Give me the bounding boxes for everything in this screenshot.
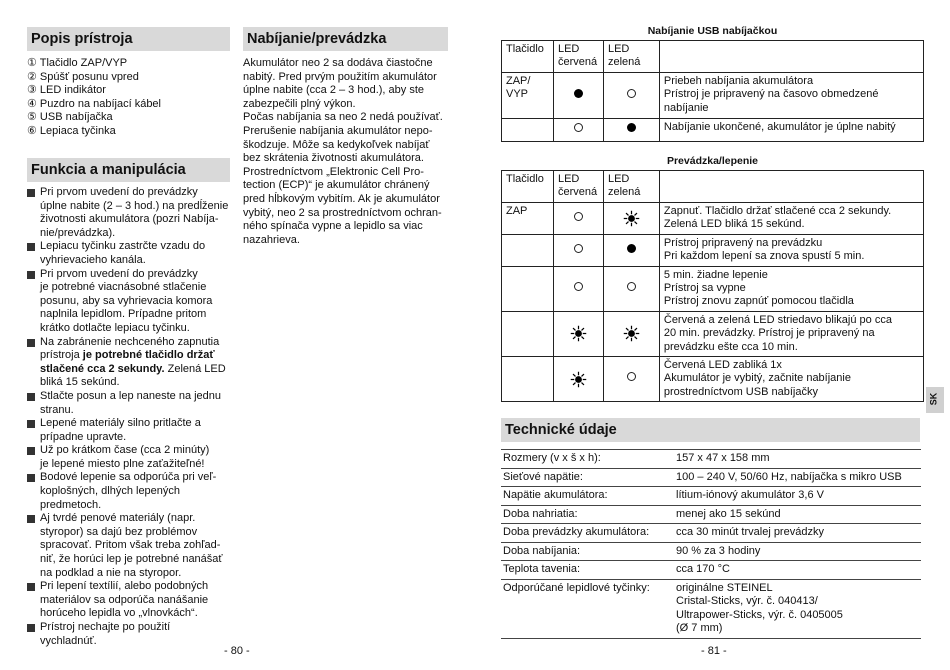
button-cell	[502, 357, 554, 402]
charging-paragraph: Akumulátor neo 2 sa dodáva čiastočne nabitý. Pred prvým použitím akumulátor úplne nabite (cca 2 – 3 hod.), aby ste zabezpečili plný výkon. Počas nabíjania sa neo 2 nedá používať. Prerušenie nabíjania akumulátor nepo- škodzuje. Môže sa kedykoľvek nabíjať bez skrátenia životnosti akumulátora. Prostredníctvom „Elektronic Cell Pro- tection (ECP)“ je akumulátor chránený pred hĺbkovým vybitím. Ak je akumulátor vybitý, neo 2 sa prostredníctvom ochran- ného spínača vypne a lepidlo sa viac nazahrieva.	[243, 57, 443, 246]
bullet-text: Stlačte posun a lep naneste na jednu stranu.	[40, 389, 222, 416]
table-row	[502, 266, 924, 311]
table-row	[502, 234, 924, 266]
page-number-left: - 80 -	[224, 645, 250, 657]
bullet-text: Lepené materiály silno pritlačte a prípadne upravte.	[40, 417, 201, 443]
led-red-cell	[553, 311, 603, 356]
led-red-cell	[553, 118, 603, 141]
charging-heading: Nabíjanie/prevádzka	[243, 27, 448, 51]
header-cell: Tlačidlo	[502, 41, 554, 73]
bullet-square-icon	[27, 515, 35, 523]
led-off-icon	[574, 212, 583, 221]
bullet-square-icon	[27, 271, 35, 279]
led-red-cell	[553, 72, 603, 118]
description-cell: Priebeh nabíjania akumulátora Prístroj je pripravený na časovo obmedzené nabíjanie	[659, 72, 923, 118]
spec-value: cca 170 °C	[676, 563, 730, 575]
spec-label: Doba prevádzky akumulátora:	[503, 526, 650, 538]
bullet-square-icon	[27, 447, 35, 455]
led-off-icon	[574, 244, 583, 253]
led-blinking-icon	[623, 210, 640, 227]
led-off-icon	[574, 282, 583, 291]
bullet-text-part: Na zabránenie nechceného zapnutia prístroja	[40, 335, 220, 362]
led-off-icon	[627, 282, 636, 291]
spec-row	[501, 580, 921, 639]
spec-value: 90 % za 3 hodiny	[676, 544, 761, 557]
bullet-square-icon	[27, 189, 35, 197]
bullet-square-icon	[27, 243, 35, 251]
led-green-cell	[603, 202, 659, 234]
led-on-icon	[627, 123, 636, 132]
bullet-text: Už po krátkom čase (cca 2 minúty) je lepené miesto plne zaťažiteľné!	[40, 444, 210, 470]
technical-heading: Technické údaje	[501, 418, 920, 442]
button-cell: ZAP/ VYP	[502, 72, 554, 118]
led-on-icon	[627, 244, 636, 253]
page-number-right: - 81 -	[701, 645, 727, 657]
spec-value: 157 x 47 x 158 mm	[676, 452, 770, 464]
table-header-row	[502, 171, 924, 203]
bullet-text: Lepiacu tyčinku zastrčte vzadu do vyhrievacieho kanála.	[40, 240, 206, 266]
spec-label: Doba nabíjania:	[503, 544, 581, 557]
table-row	[502, 311, 924, 356]
bullet-text: Pri prvom uvedení do prevádzky úplne nabite (2 – 3 hod.) na predĺženie životnosti akumulátora (pozri Nabíja- nie/prevádzka).	[40, 186, 229, 239]
spec-row	[501, 449, 921, 469]
header-cell: Tlačidlo	[502, 171, 554, 203]
spec-value: 100 – 240 V, 50/60 Hz, nabíjačka s mikro USB	[676, 470, 902, 483]
header-cell: LED červená	[553, 41, 603, 73]
led-green-cell	[603, 118, 659, 141]
bullet-square-icon	[27, 474, 35, 482]
bullet-item	[27, 512, 233, 580]
bullet-text: Bodové lepenie sa odporúča pri veľ- koplošných, dlhých lepených predmetoch.	[40, 471, 217, 511]
part-item: ⑥ Lepiaca tyčinka	[27, 124, 116, 137]
led-on-icon	[574, 89, 583, 98]
button-cell	[502, 311, 554, 356]
bullet-text: Aj tvrdé penové materiály (napr. styropor) sa dajú bez problémov spracovať. Pritom však treba zohľad- niť, že horúci lep je potrebné nanášať na podklad a nie na styropor.	[40, 512, 223, 579]
spec-row	[501, 543, 921, 562]
header-cell	[659, 41, 923, 73]
description-cell: Nabíjanie ukončené, akumulátor je úplne nabitý	[659, 118, 923, 141]
spec-row	[501, 506, 921, 525]
bullet-text	[40, 336, 226, 389]
spec-row	[501, 469, 921, 488]
spec-label: Sieťové napätie:	[503, 470, 583, 483]
description-cell: Červená LED zabliká 1x Akumulátor je vybitý, začnite nabíjanie prostredníctvom USB nabíjačky	[659, 357, 923, 402]
button-cell	[502, 266, 554, 311]
spec-value: cca 30 minút trvalej prevádzky	[676, 526, 824, 538]
led-green-cell	[603, 311, 659, 356]
bullet-square-icon	[27, 339, 35, 347]
description-cell: Zapnuť. Tlačidlo držať stlačené cca 2 sekundy. Zelená LED bliká 15 sekúnd.	[659, 202, 923, 234]
bullet-square-icon	[27, 420, 35, 428]
description-cell: Červená a zelená LED striedavo blikajú po cca 20 min. prevádzky. Prístroj je pripravený na prevádzku ešte cca 10 min.	[659, 311, 923, 356]
part-item: ② Spúšť posunu vpred	[27, 70, 139, 83]
spec-label: Napätie akumulátora:	[503, 489, 608, 501]
description-cell: Prístroj pripravený na prevádzku Pri každom lepení sa znova spustí 5 min.	[659, 234, 923, 266]
spec-row	[501, 561, 921, 580]
operation-table	[501, 170, 924, 402]
bullet-text: Pri prvom uvedení do prevádzky je potrebné viacnásobné stlačenie posunu, aby sa vyhrievacia komora naplnila lepidlom. Prípadne pritom krátko dotlačte lepiacu tyčinku.	[40, 267, 213, 334]
led-red-cell	[553, 266, 603, 311]
usb-charging-table	[501, 40, 924, 142]
button-cell: ZAP	[502, 202, 554, 234]
spec-label: Teplota tavenia:	[503, 563, 581, 575]
table-header-row	[502, 41, 924, 73]
led-green-cell	[603, 266, 659, 311]
spec-label: Doba nahriatia:	[503, 507, 578, 520]
header-cell: LED zelená	[603, 41, 659, 73]
part-item: ③ LED indikátor	[27, 84, 106, 97]
header-cell	[659, 171, 923, 203]
header-cell: LED červená	[553, 171, 603, 203]
bullet-square-icon	[27, 624, 35, 632]
part-item: ① Tlačidlo ZAP/VYP	[27, 57, 128, 69]
bullet-item	[27, 621, 233, 648]
led-green-cell	[603, 234, 659, 266]
led-blinking-icon	[570, 325, 587, 342]
device-parts-list	[27, 57, 227, 139]
button-cell	[502, 118, 554, 141]
bullet-text: Pri lepení textílií, alebo podobných materiálov sa odporúča nanášanie horúceho lepidla vo „vlnovkách“.	[40, 580, 209, 620]
spec-label: Rozmery (v x š x h):	[503, 452, 601, 464]
bullet-item	[27, 336, 233, 390]
spec-value: menej ako 15 sekúnd	[676, 507, 781, 520]
language-tab-label: SK	[928, 392, 939, 406]
usb-table-caption: Nabíjanie USB nabíjačkou	[647, 25, 778, 37]
table-row	[502, 72, 924, 118]
table-row	[502, 202, 924, 234]
bullet-item	[27, 268, 233, 336]
bullet-square-icon	[27, 583, 35, 591]
device-description-heading: Popis prístroja	[27, 27, 230, 51]
led-red-cell	[553, 202, 603, 234]
led-green-cell	[603, 72, 659, 118]
spec-row	[501, 524, 921, 543]
bullet-item	[27, 186, 233, 240]
bullet-item	[27, 417, 233, 444]
spec-value: lítium-iónový akumulátor 3,6 V	[676, 489, 824, 501]
spec-label: Odporúčané lepidlové tyčinky:	[503, 581, 650, 594]
led-red-cell	[553, 234, 603, 266]
part-item: ④ Puzdro na nabíjací kábel	[27, 97, 161, 110]
led-off-icon	[627, 89, 636, 98]
bullet-item	[27, 390, 233, 417]
function-bullet-list	[27, 186, 233, 648]
bullet-text: Prístroj nechajte po použití vychladnúť.	[40, 621, 171, 647]
description-cell: 5 min. žiadne lepenie Prístroj sa vypne Prístroj znovu zapnúť pomocou tlačidla	[659, 266, 923, 311]
bullet-text-bold: je potrebné tlačidlo držať stlačené cca 2 sekundy.	[40, 349, 215, 375]
spec-row	[501, 487, 921, 506]
table-row	[502, 118, 924, 141]
spec-value: originálne STEINEL Cristal-Sticks, výr. č. 040413/ Ultrapower-Sticks, výr. č. 0405005 (Ø 7 mm)	[676, 581, 843, 634]
header-cell: LED zelená	[603, 171, 659, 203]
led-off-icon	[574, 123, 583, 132]
bullet-item	[27, 580, 233, 621]
led-blinking-icon	[623, 325, 640, 342]
function-heading: Funkcia a manipulácia	[27, 158, 230, 182]
bullet-text-part: Zelená LED bliká 15 sekúnd.	[40, 362, 226, 389]
part-item: ⑤ USB nabíjačka	[27, 111, 113, 124]
language-tab	[926, 387, 944, 413]
bullet-item	[27, 240, 233, 267]
bullet-item	[27, 444, 233, 471]
bullet-item	[27, 471, 233, 512]
table-row	[502, 357, 924, 402]
led-red-cell	[553, 357, 603, 402]
led-blinking-icon	[570, 371, 587, 388]
led-off-icon	[627, 372, 636, 381]
button-cell	[502, 234, 554, 266]
bullet-square-icon	[27, 393, 35, 401]
technical-specs-table	[501, 449, 921, 639]
operation-table-caption: Prevádzka/lepenie	[666, 155, 759, 167]
led-green-cell	[603, 357, 659, 402]
